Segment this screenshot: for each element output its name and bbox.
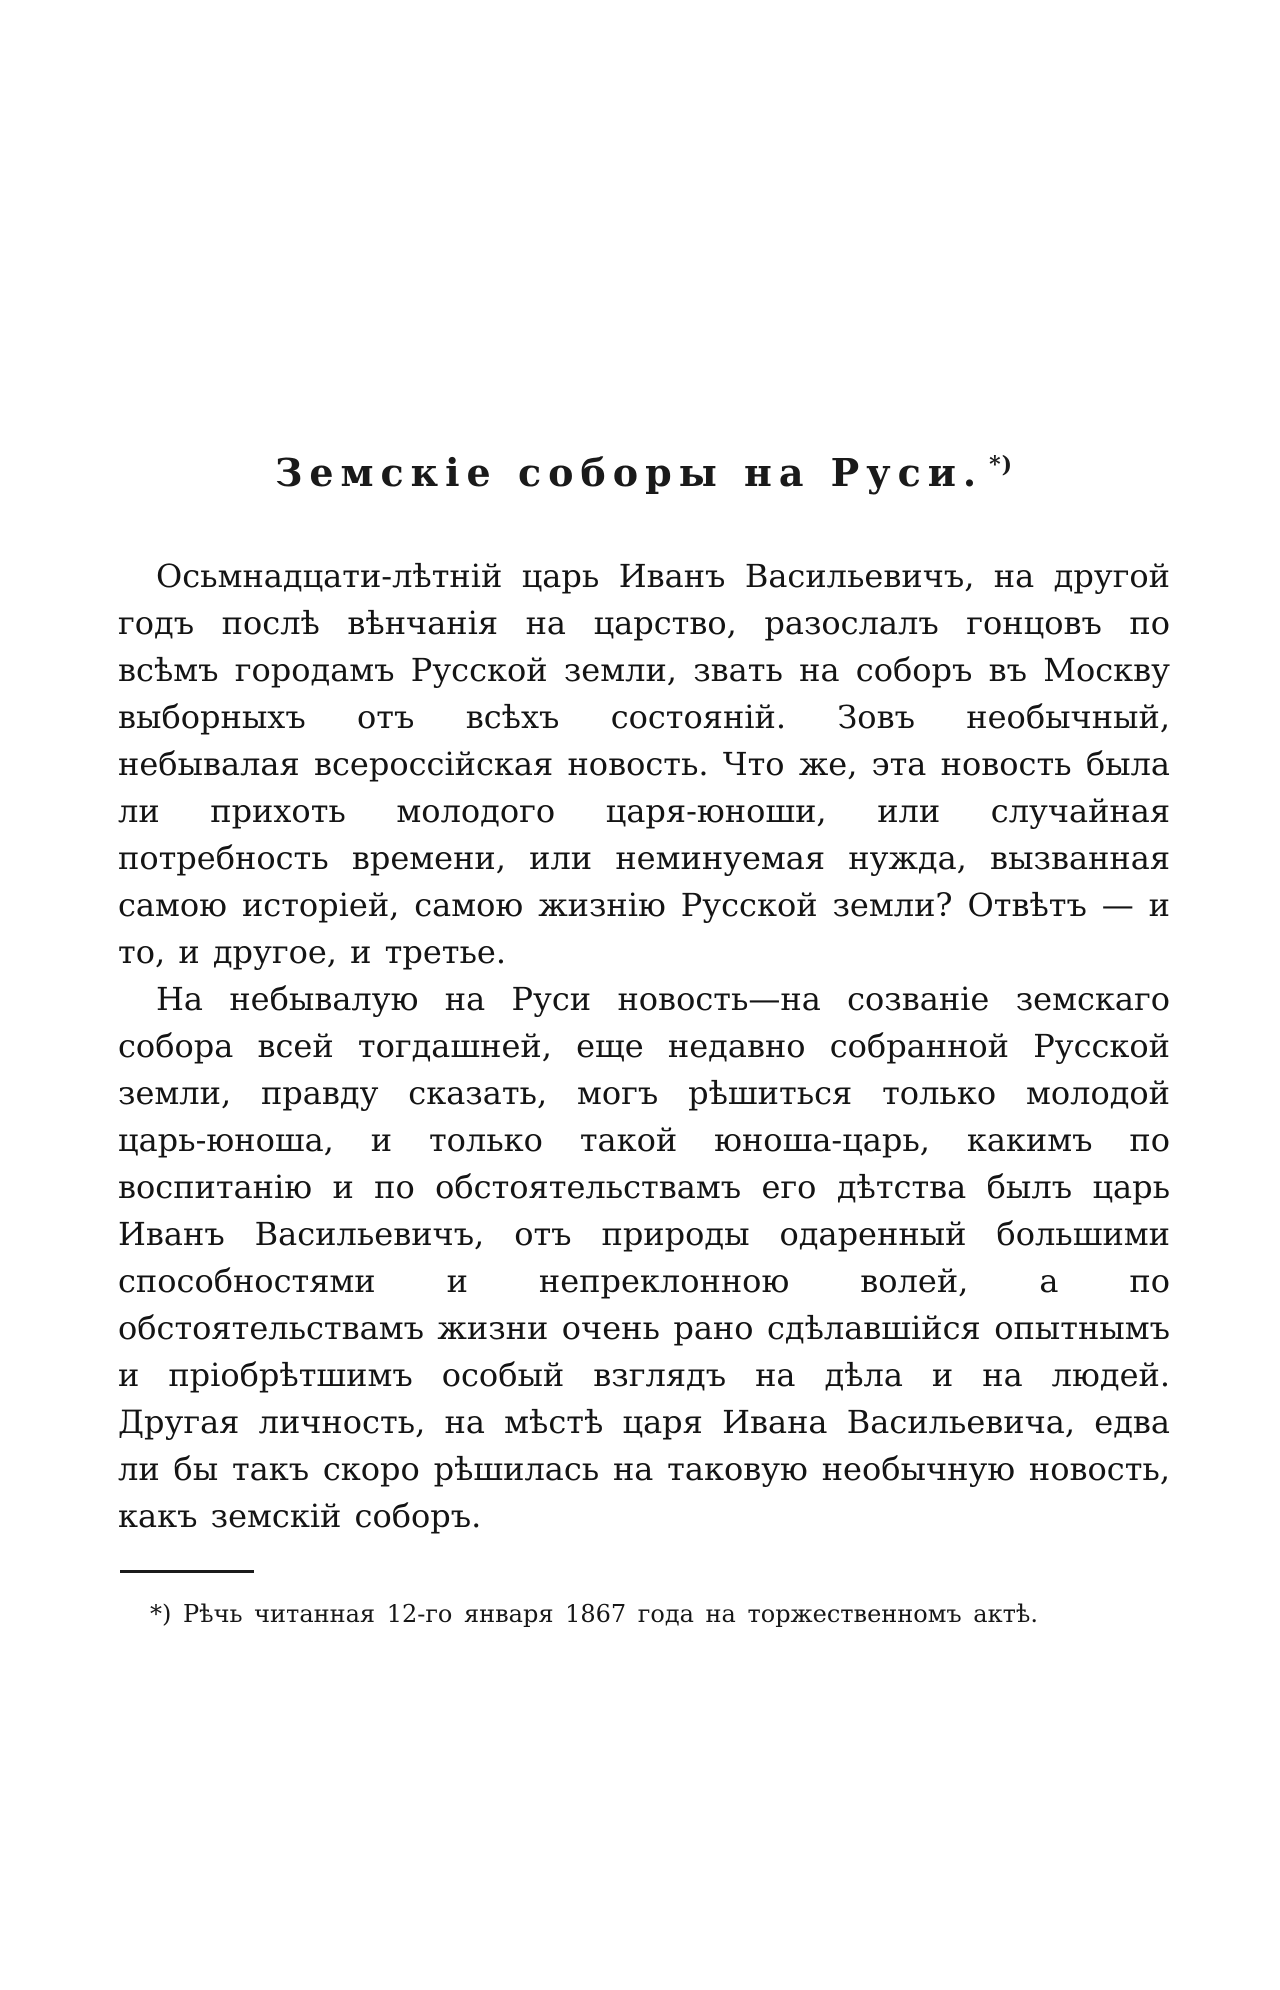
body-text	[118, 553, 1170, 1540]
book-page	[118, 0, 1170, 1990]
footnote-marker: *)	[989, 452, 1014, 479]
page-title-text: Земскіе соборы на Руси.	[274, 450, 984, 495]
footnote-divider	[120, 1570, 254, 1573]
paragraph-1: Осьмнадцати-лѣтній царь Иванъ Васильевичъ, на другой годъ послѣ вѣнчанія на царство, разослалъ гонцовъ по всѣмъ городамъ Русской земли, звать на соборъ въ Москву выборныхъ отъ всѣхъ состояній. Зовъ необычный, небывалая всероссійская новость. Что же, эта новость была ли прихоть молодого царя-юноши, или случайная потребность времени, или неминуемая нужда, вызванная самою исторіей, самою жизнію Русской земли? Отвѣтъ — и то, и другое, и третье.	[118, 557, 1170, 971]
footnote: *) Рѣчь читанная 12-го января 1867 года на торжественномъ актѣ.	[150, 1600, 1038, 1628]
page-title	[118, 450, 1170, 495]
paragraph-2: На небывалую на Руси новость—на созваніе земскаго собора всей тогдашней, еще недавно собранной Русской земли, правду сказать, могъ рѣшиться только молодой царь-юноша, и только такой юноша-царь, какимъ по воспитанію и по обстоятельствамъ его дѣтства былъ царь Иванъ Васильевичъ, отъ природы одаренный большими способностями и непреклонною волей, а по обстоятельствамъ жизни очень рано сдѣлавшійся опытнымъ и пріобрѣтшимъ особый взглядъ на дѣла и на людей. Другая личность, на мѣстѣ царя Ивана Васильевича, едва ли бы такъ скоро рѣшилась на таковую необычную новость, какъ земскій соборъ.	[118, 980, 1170, 1535]
